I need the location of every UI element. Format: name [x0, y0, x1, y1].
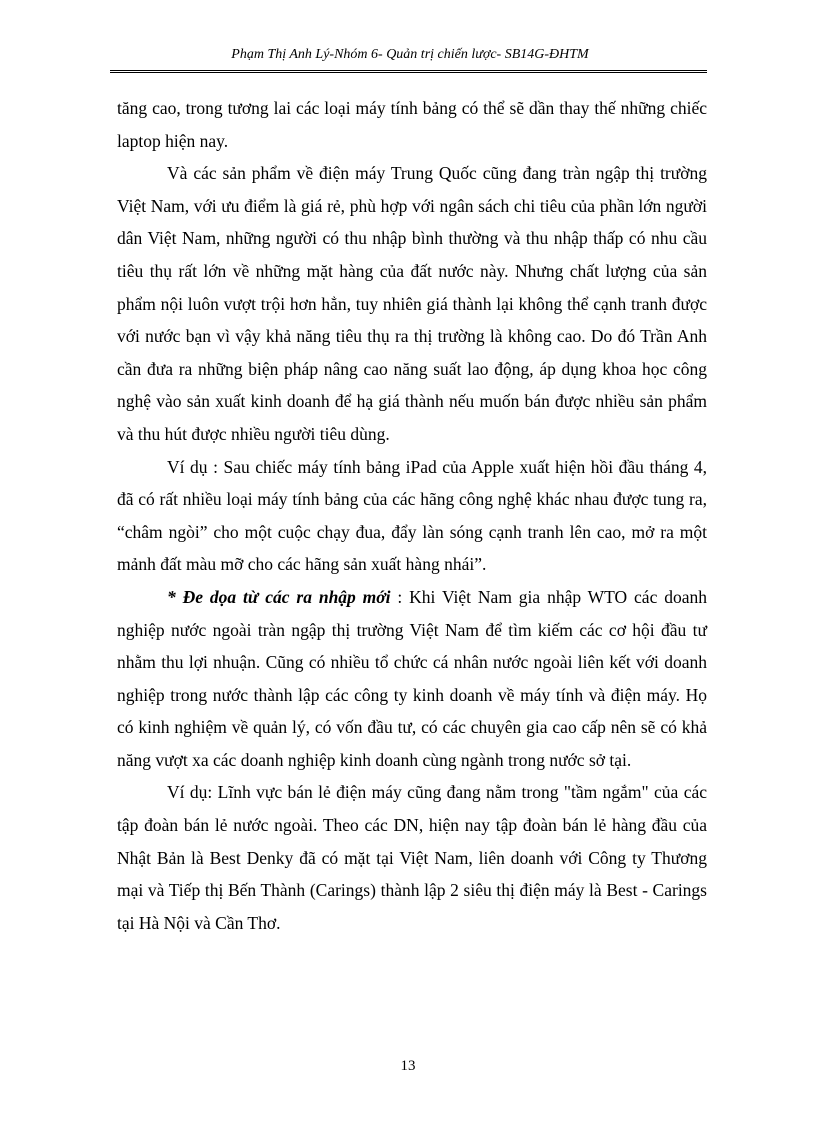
paragraph-chinese-products: Và các sản phẩm về điện máy Trung Quốc cũng đang tràn ngập thị trường Việt Nam, với ưu điểm là giá rẻ, phù hợp với ngân sách chi tiêu của phần lớn người dân Việt Nam, những người có thu nhập bình thường và thu nhập thấp có nhu cầu tiêu thụ rất lớn về những mặt hàng của đất nước này. Nhưng chất lượng của sản phẩm nội luôn vượt trội hơn hẳn, tuy nhiên giá thành lại không thể cạnh tranh được với nước bạn vì vậy khả năng tiêu thụ ra thị trường là không cao. Do đó Trần Anh cần đưa ra những biện pháp nâng cao năng suất lao động, áp dụng khoa học công nghệ vào sản xuất kinh doanh để hạ giá thành nếu muốn bán được nhiều sản phẩm và thu hút được nhiều người tiêu dùng.	[117, 163, 707, 444]
paragraph-continuation: tăng cao, trong tương lai các loại máy tính bảng có thể sẽ dần thay thế những chiếc laptop hiện nay.	[117, 98, 707, 151]
header-divider	[110, 70, 707, 73]
body-text	[117, 92, 707, 939]
paragraph-new-entrants	[117, 581, 707, 777]
running-header: Phạm Thị Anh Lý-Nhóm 6- Quản trị chiến lược- SB14G-ĐHTM	[231, 47, 589, 62]
section-lead-new-entrants: * Đe dọa từ các ra nhập mới	[167, 586, 391, 607]
paragraph-new-entrants-text: : Khi Việt Nam gia nhập WTO các doanh nghiệp nước ngoài tràn ngập thị trường Việt Nam để tìm kiếm các cơ hội đầu tư nhằm thu lợi nhuận. Cũng có nhiều tổ chức cá nhân nước ngoài liên kết với doanh nghiệp trong nước thành lập các công ty kinh doanh về máy tính và điện máy. Họ có kinh nghiệm về quản lý, có vốn đầu tư, có các chuyên gia cao cấp nên sẽ có khả năng vượt xa các doanh nghiệp kinh doanh cùng ngành trong nước sở tại.	[117, 586, 707, 770]
page-number: 13	[400, 1058, 416, 1074]
paragraph-example-retail: Ví dụ: Lĩnh vực bán lẻ điện máy cũng đang nằm trong "tầm ngắm" của các tập đoàn bán lẻ nước ngoài. Theo các DN, hiện nay tập đoàn bán lẻ hàng đầu của Nhật Bản là Best Denky đã có mặt tại Việt Nam, liên doanh với Công ty Thương mại và Tiếp thị Bến Thành (Carings) thành lập 2 siêu thị điện máy là Best - Carings tại Hà Nội và Cần Thơ.	[117, 782, 707, 933]
paragraph-example-ipad: Ví dụ : Sau chiếc máy tính bảng iPad của Apple xuất hiện hồi đầu tháng 4, đã có rất nhiều loại máy tính bảng của các hãng công nghệ khác nhau được tung ra, “châm ngòi” cho một cuộc chạy đua, đẩy làn sóng cạnh tranh lên cao, mở ra một mảnh đất màu mỡ cho các hãng sản xuất hàng nhái”.	[117, 456, 707, 575]
